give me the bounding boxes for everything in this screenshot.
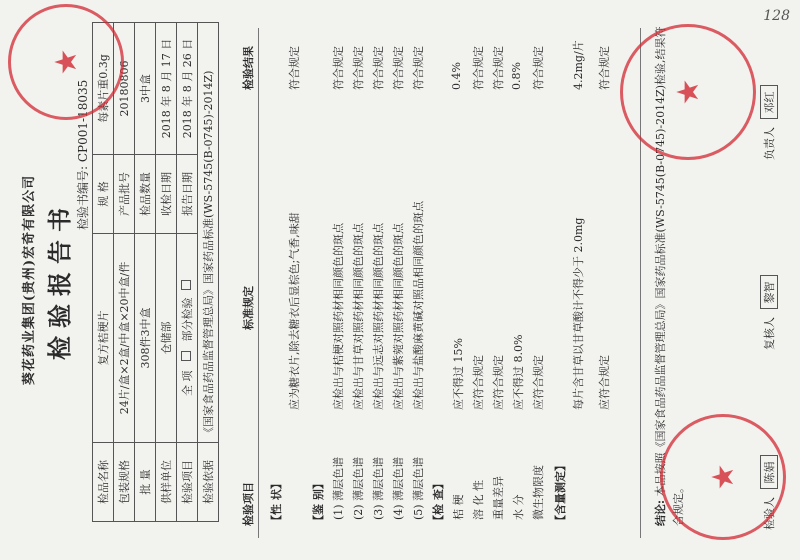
recv-label: 收检日期 [156, 155, 177, 234]
report-number-label: 检验书编号: [76, 165, 90, 230]
ident-std: 应检出与甘草对照药材相同颜色的斑点 [352, 223, 365, 410]
assay-std: 每片含甘草以甘草酸计不得少于 2.0mg [572, 217, 585, 410]
assay-result: 4.2mg/片 [572, 40, 585, 90]
spec-label: 规 格 [93, 155, 114, 234]
check-std: 应符合规定 [532, 355, 545, 410]
stamp-star-icon: ★ [670, 78, 706, 106]
ident-result: 符合规定 [372, 46, 385, 90]
ident-std: 应检出与紫菀对照药材相同颜色的斑点 [392, 223, 405, 410]
ident-heading: 【鉴 别】 [312, 478, 325, 526]
check-item: 水 分 [512, 494, 525, 520]
check-std: 应不得过 15% [452, 338, 465, 410]
check-heading: 【检 查】 [432, 478, 445, 526]
basis-value: 《国家食品药品监督管理总局》国家药品标准(WS-5745(B-0745)-2014Z) [198, 23, 219, 443]
character-result: 符合规定 [288, 46, 301, 90]
stamp-star-icon: ★ [48, 48, 84, 76]
assay-heading: 【含量测定】 [554, 460, 567, 526]
checkbox-partial [181, 280, 191, 290]
manager-label: 负责人 [763, 127, 776, 160]
report-date-label: 报告日期 [177, 155, 198, 234]
ident-std: 应检出与桔梗对照药材相同颜色的斑点 [332, 223, 345, 410]
product-name-label: 检品名称 [93, 443, 114, 522]
checker-signature: 黎智 [760, 276, 778, 310]
stamp-star-icon: ★ [705, 463, 741, 491]
quality-stamp-top-right [8, 4, 124, 120]
company-name: 葵花药业集团(贵州)宏奇有限公司 [22, 174, 37, 386]
ident-result: 符合规定 [352, 46, 365, 90]
sample-value: 3中盒 [135, 23, 156, 155]
report-number-value: CP001-18035 [76, 79, 90, 163]
basis-label: 检验依据 [198, 443, 219, 522]
check-item: 重量差异 [492, 476, 505, 520]
ident-item: (4) 薄层色谱 [392, 456, 405, 520]
ident-result: 符合规定 [332, 46, 345, 90]
col-item-header: 检验项目 [242, 482, 255, 526]
character-heading: 【性 状】 [270, 478, 283, 526]
product-name-value: 复方桔梗片 [93, 234, 114, 443]
page-mark: 128 [763, 8, 790, 24]
character-std: 应为糖衣片,除去糖衣后显棕色;气香,味甜 [288, 212, 301, 410]
report-date-value: 2018 年 8 月 26 日 [177, 23, 198, 155]
item-label: 检验项目 [177, 443, 198, 522]
check-item: 桔 梗 [452, 494, 465, 520]
rule-line [258, 28, 259, 538]
inspector-signature: 陈娟 [760, 456, 778, 490]
quantity-label: 批 量 [135, 443, 156, 522]
item-partial: 部分检验 [181, 297, 194, 342]
dept-value: 仓储部 [156, 234, 177, 443]
check-std: 应不得过 8.0% [512, 334, 525, 410]
batch-value: 20180806 [114, 23, 135, 155]
recv-value: 2018 年 8 月 17 日 [156, 23, 177, 155]
check-std: 应符合规定 [492, 355, 505, 410]
inspection-stamp-bottom-left [660, 414, 786, 540]
ident-item: (3) 薄层色谱 [372, 456, 385, 520]
ident-std: 应检出与远志对照药材相同颜色的斑点 [372, 223, 385, 410]
conclusion-text: 本品按照《国家食品药品监督管理总局》国家药品标准(WS-5745(B-0745)-2014Z)检验,结果符合规定。 [654, 26, 685, 526]
quantity-value: 308件3中盒 [135, 234, 156, 443]
col-result-header: 检验结果 [242, 46, 255, 90]
ident-item: (5) 薄层色谱 [412, 456, 425, 520]
ident-result: 符合规定 [392, 46, 405, 90]
ident-result: 符合规定 [412, 46, 425, 90]
check-result: 符合规定 [472, 46, 485, 90]
conclusion-label: 结论: [654, 499, 667, 526]
check-result: 符合规定 [492, 46, 505, 90]
check-result: 0.8% [510, 62, 523, 90]
ident-std: 应检出与盐酸麻黄碱对照品相同颜色的斑点 [412, 201, 425, 410]
document-title: 检验报告书 [45, 200, 74, 360]
manager [760, 86, 778, 161]
check-item: 微生物限度 [532, 465, 545, 520]
extra-result: 符合规定 [598, 46, 611, 90]
inspector-label: 检验人 [763, 497, 776, 530]
manager-signature: 邓红 [760, 86, 778, 120]
item-options [177, 234, 198, 443]
check-item: 溶 化 性 [472, 480, 485, 520]
company-stamp-bottom-right [620, 24, 756, 160]
dept-label: 供样单位 [156, 443, 177, 522]
packing-label: 包装规格 [114, 443, 135, 522]
checker-label: 复核人 [763, 317, 776, 350]
sample-label: 检品数量 [135, 155, 156, 234]
checkbox-all [181, 351, 191, 361]
spec-value: 每素片重0.3g [93, 23, 114, 155]
batch-label: 产品批号 [114, 155, 135, 234]
extra-std: 应符合规定 [598, 355, 611, 410]
ident-item: (1) 薄层色谱 [332, 456, 345, 520]
ident-item: (2) 薄层色谱 [352, 456, 365, 520]
packing-value: 24片/盒×2盒/中盒×20中盒/件 [114, 234, 135, 443]
col-std-header: 标准规定 [242, 286, 255, 330]
checker [760, 276, 778, 351]
check-std: 应符合规定 [472, 355, 485, 410]
check-result: 0.4% [450, 62, 463, 90]
item-all: 全 项 [181, 370, 194, 396]
check-result: 符合规定 [532, 46, 545, 90]
